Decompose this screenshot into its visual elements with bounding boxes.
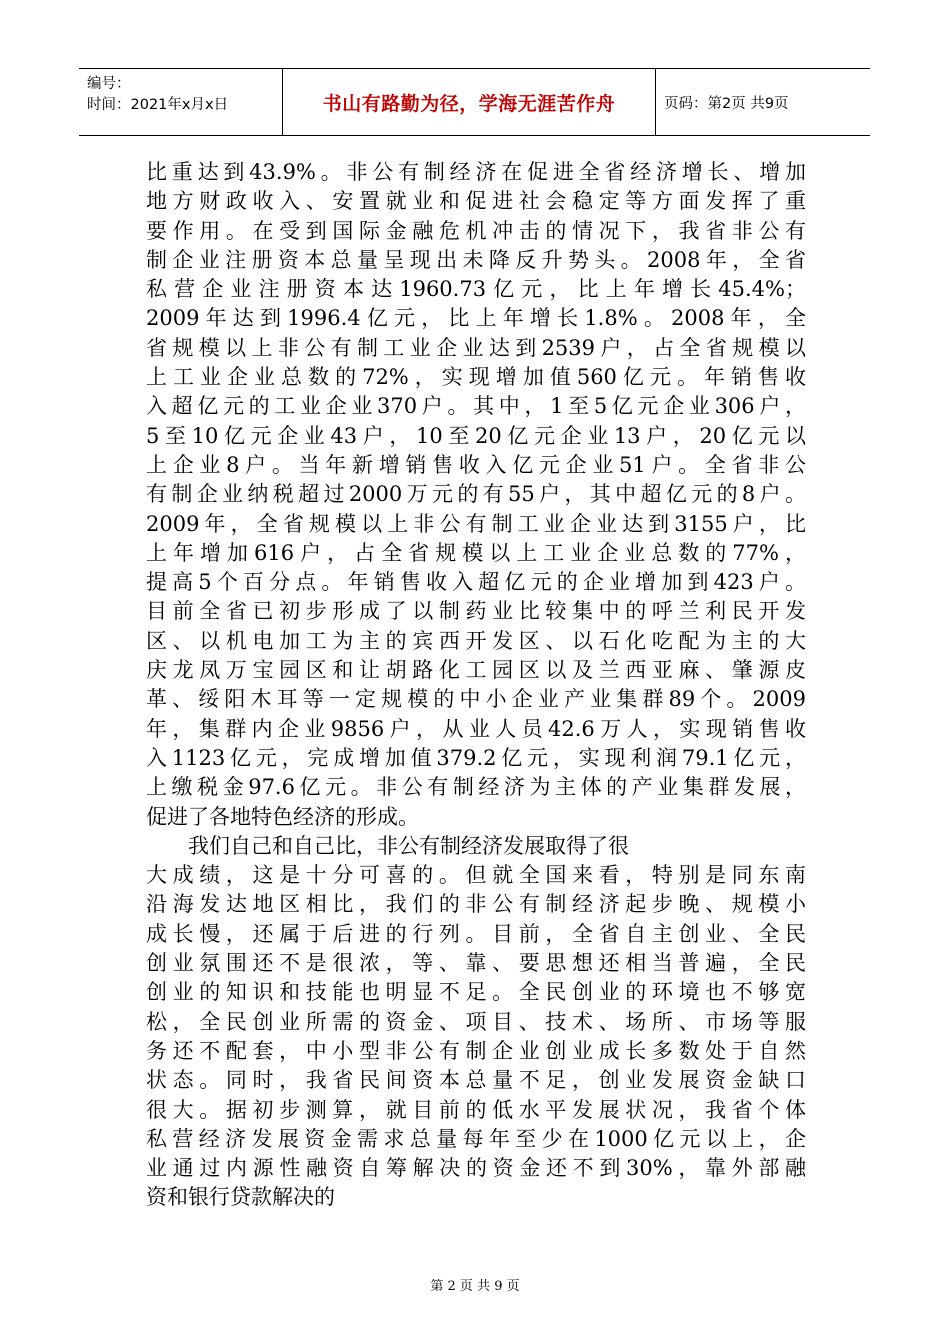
paragraph-start-line: 我们自己和自己比，非公有制经济发展取得了很 <box>188 833 629 858</box>
body-line: 上企业8户。当年新增销售收入亿元企业51户。全省非公 <box>146 452 806 477</box>
body-line: 年，集群内企业9856户，从业人员42.6万人，实现销售收 <box>146 716 806 741</box>
body-line: 促进了各地特色经济的形成。 <box>146 804 419 829</box>
body-line: 入超亿元的工业企业370户。其中，1至5亿元企业306户， <box>146 394 806 419</box>
body-line: 私营企业注册资本达1960.73亿元，比上年增长45.4%； <box>146 277 806 302</box>
body-line: 务还不配套，中小型非公有制企业创业成长多数处于自然 <box>146 1038 806 1063</box>
page-footer: 第 2 页 共 9 页 <box>430 1279 520 1294</box>
body-line: 5至10亿元企业43户，10至20亿元企业13户，20亿元以 <box>146 423 806 448</box>
body-line: 创业氛围还不是很浓，等、靠、要思想还相当普遍，全民 <box>146 951 806 976</box>
document-number-label: 编号： <box>87 76 131 92</box>
body-line: 省规模以上非公有制工业企业达到2539户，占全省规模以 <box>146 335 806 360</box>
body-line: 资和银行贷款解决的 <box>146 1185 335 1210</box>
body-line: 2009年达到1996.4亿元，比上年增长1.8%。2008年，全 <box>146 306 806 331</box>
body-line: 成长慢，还属于后进的行列。目前，全省自主创业、全民 <box>146 921 806 946</box>
body-line: 比重达到43.9%。非公有制经济在促进全省经济增长、增加 <box>146 160 806 184</box>
body-line: 地方财政收入、安置就业和促进社会稳定等方面发挥了重 <box>146 189 806 214</box>
body-line: 上年增加616户，占全省规模以上工业企业总数的77%， <box>146 540 806 565</box>
header-motto: 书山有路勤为径，学海无涯苦作舟 <box>282 69 656 135</box>
body-line: 很大。据初步测算，就目前的低水平发展状况，我省个体 <box>146 1097 806 1122</box>
body-line: 要作用。在受到国际金融危机冲击的情况下，我省非公有 <box>146 218 806 243</box>
body-line: 革、绥阳木耳等一定规模的中小企业产业集群89个。2009 <box>146 687 806 712</box>
body-line: 上缴税金97.6亿元。非公有制经济为主体的产业集群发展， <box>146 775 806 800</box>
page-header <box>79 68 870 136</box>
body-line: 松，全民创业所需的资金、项目、技术、场所、市场等服 <box>146 1009 806 1034</box>
body-line: 状态。同时，我省民间资本总量不足，创业发展资金缺口 <box>146 1068 806 1093</box>
body-line: 创业的知识和技能也明显不足。全民创业的环境也不够宽 <box>146 980 806 1005</box>
body-line: 业通过内源性融资自筹解决的资金还不到30%，靠外部融 <box>146 1156 806 1181</box>
body-line: 上工业企业总数的72%，实现增加值560亿元。年销售收 <box>146 365 806 390</box>
body-line: 有制企业纳税超过2000万元的有55户，其中超亿元的8户。 <box>146 482 806 507</box>
header-page-number: 页码：第2页 共9页 <box>664 95 789 112</box>
body-line: 大成绩，这是十分可喜的。但就全国来看，特别是同东南 <box>146 863 806 888</box>
body-line: 入1123亿元，完成增加值379.2亿元，实现利润79.1亿元， <box>146 745 806 770</box>
body-line: 私营经济发展资金需求总量每年至少在1000亿元以上，企 <box>146 1126 806 1151</box>
header-meta <box>79 69 282 135</box>
body-line: 2009年，全省规模以上非公有制工业企业达到3155户，比 <box>146 511 806 536</box>
body-line: 区、以机电加工为主的宾西开发区、以石化吃配为主的大 <box>146 628 806 653</box>
body-line: 沿海发达地区相比，我们的非公有制经济起步晚、规模小 <box>146 892 806 917</box>
body-line: 提高5个百分点。年销售收入超亿元的企业增加到423户。 <box>146 570 806 595</box>
body-line: 目前全省已初步形成了以制药业比较集中的呼兰利民开发 <box>146 599 806 624</box>
document-time-label: 时间：2021年x月x日 <box>87 97 229 113</box>
document-body <box>146 158 806 1213</box>
body-line: 制企业注册资本总量呈现出未降反升势头。2008年，全省 <box>146 247 806 272</box>
body-line: 庆龙凤万宝园区和让胡路化工园区以及兰西亚麻、肇源皮 <box>146 658 806 683</box>
